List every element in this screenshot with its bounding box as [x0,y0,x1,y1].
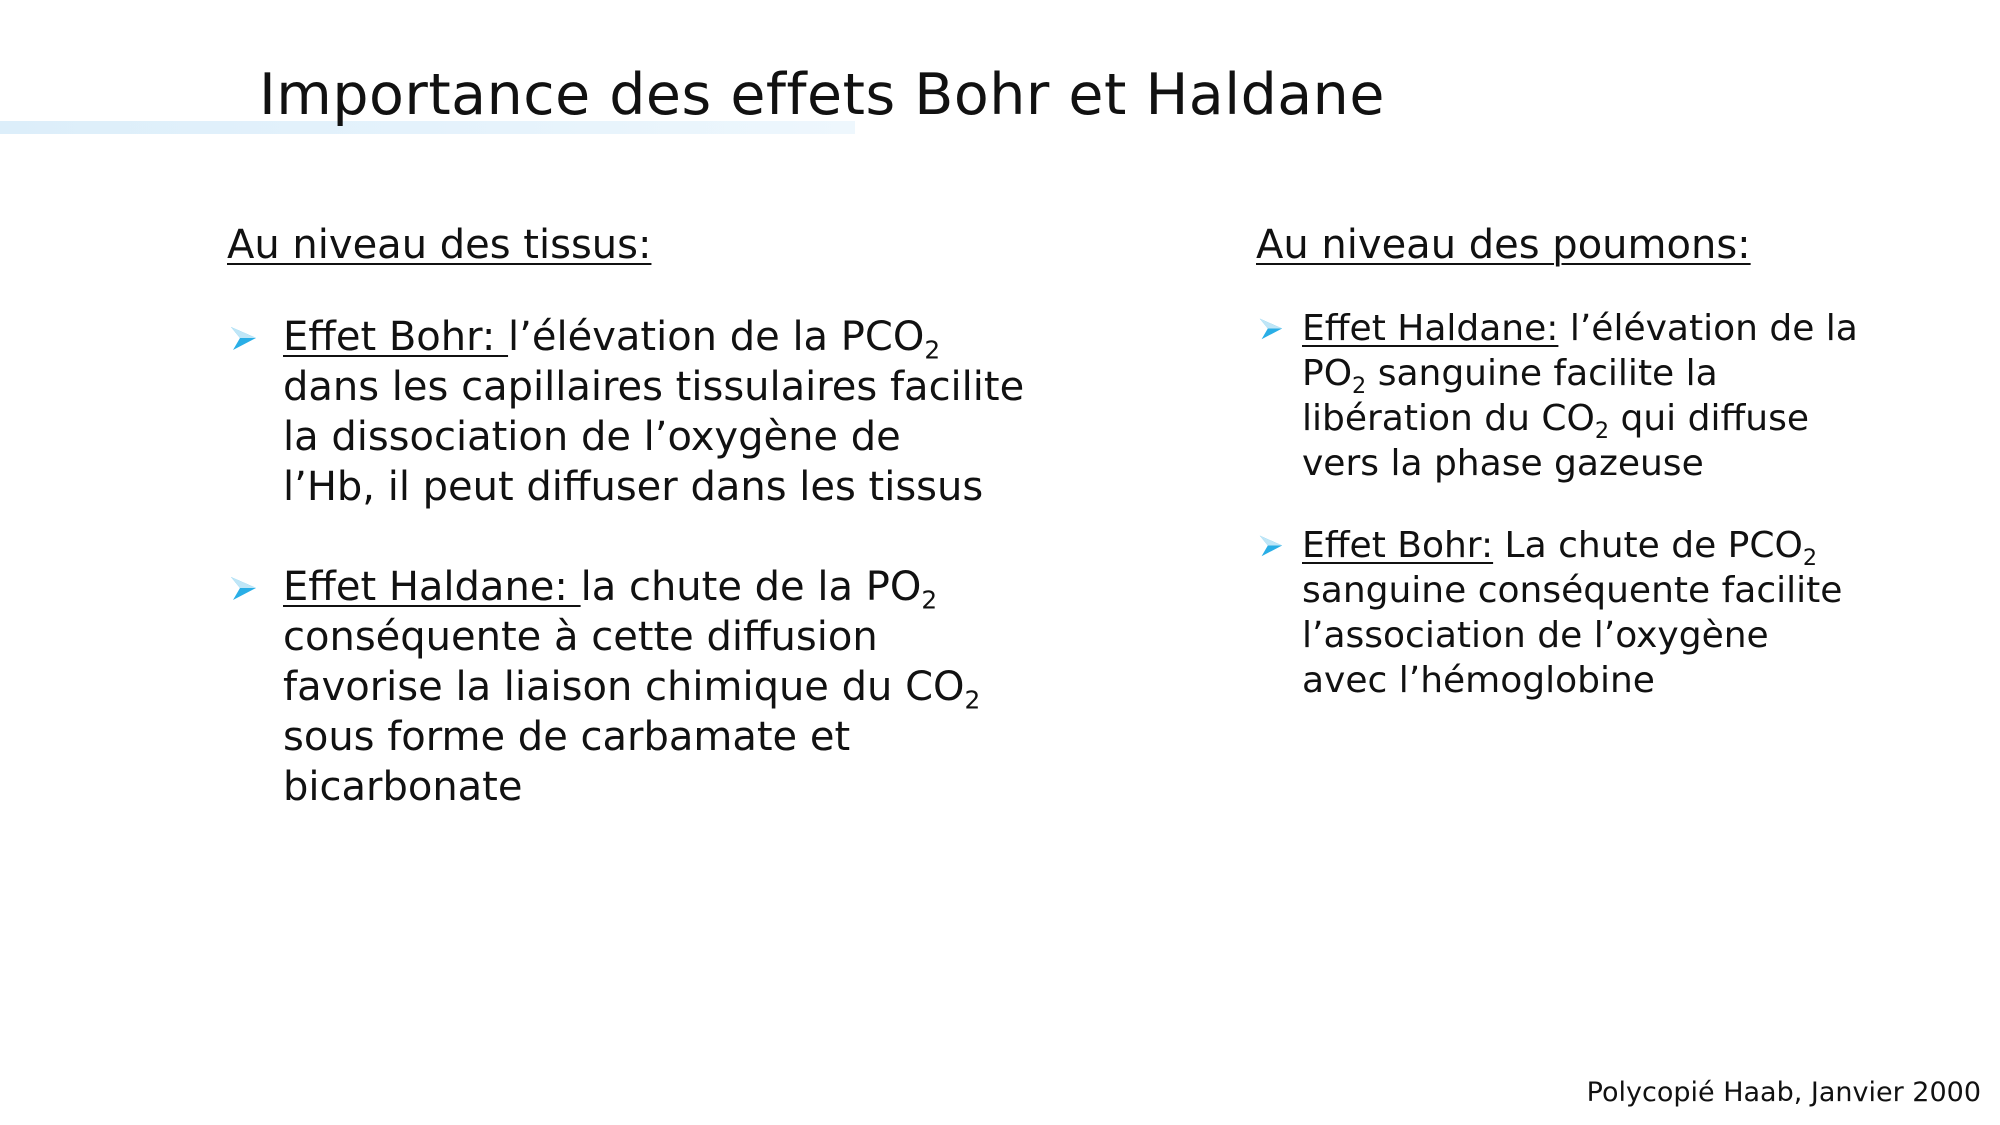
slide-title: Importance des effets Bohr et Haldane [259,62,1385,128]
bullet-line [283,462,1047,512]
bullet-line [1302,396,1996,444]
bullet-line [283,412,1047,462]
bullet-item [227,312,1047,512]
text-segment: dans les capillaires tissulaires facilite [283,364,1025,410]
text-segment: sanguine facilite la [1366,353,1718,394]
bullet-line [1302,523,1996,571]
text-segment: la chute de la PO [580,564,922,610]
bullet-line [1302,658,1996,703]
tissues-column [227,222,1047,862]
text-segment: l’Hb, il peut diffuser dans les tissus [283,464,984,510]
text-segment: sanguine conséquente facilite [1302,570,1843,611]
lungs-heading: Au niveau des poumons: [1256,222,1751,268]
bullet-item [1256,306,1996,486]
subscript: 2 [1352,372,1367,399]
effect-label: Effet Haldane: [283,564,581,610]
bullet-line [1302,441,1996,486]
tissues-heading: Au niveau des tissus: [227,222,652,268]
arrow-bullet-icon [1258,533,1283,558]
bullet-line [283,362,1047,412]
text-segment: vers la phase gazeuse [1302,443,1704,484]
text-segment: favorise la liaison chimique du CO [283,664,965,710]
effect-label: Effet Bohr: [283,314,509,360]
source-citation: Polycopié Haab, Janvier 2000 [1586,1077,1981,1108]
bullet-line [283,562,1047,615]
bullet-line [283,762,1047,812]
bullet-item [1256,523,1996,703]
text-segment: qui diffuse [1609,398,1809,439]
bullet-line [1302,306,1996,351]
bullet-line [1302,568,1996,613]
arrow-bullet-icon [229,324,257,352]
text-segment: PO [1302,353,1353,394]
text-segment: l’élévation de la PCO [508,314,925,360]
text-segment: libération du CO [1302,398,1595,439]
text-segment: l’association de l’oxygène [1302,615,1769,656]
text-segment: sous forme de carbamate et [283,714,851,760]
arrow-bullet-icon [229,574,257,602]
bullet-line [283,712,1047,762]
bullet-line [1302,351,1996,399]
subscript: 2 [921,585,938,615]
text-segment: la dissociation de l’oxygène de [283,414,901,460]
text-segment: La chute de PCO [1493,525,1803,566]
subscript: 2 [924,335,941,365]
bullet-line [283,612,1047,662]
effect-label: Effet Bohr: [1302,525,1494,566]
subscript: 2 [964,685,981,715]
text-segment: avec l’hémoglobine [1302,660,1655,701]
effect-label: Effet Haldane: [1302,308,1559,349]
arrow-bullet-icon [1258,316,1283,341]
subscript: 2 [1594,417,1610,444]
bullet-line [283,662,1047,715]
bullet-line [1302,613,1996,658]
text-segment: l’élévation de la [1558,308,1858,349]
text-segment: bicarbonate [283,764,523,810]
lungs-column [1256,222,1996,740]
bullet-line [283,312,1047,365]
subscript: 2 [1802,544,1818,571]
bullet-item [227,562,1047,812]
text-segment: conséquente à cette diffusion [283,614,878,660]
